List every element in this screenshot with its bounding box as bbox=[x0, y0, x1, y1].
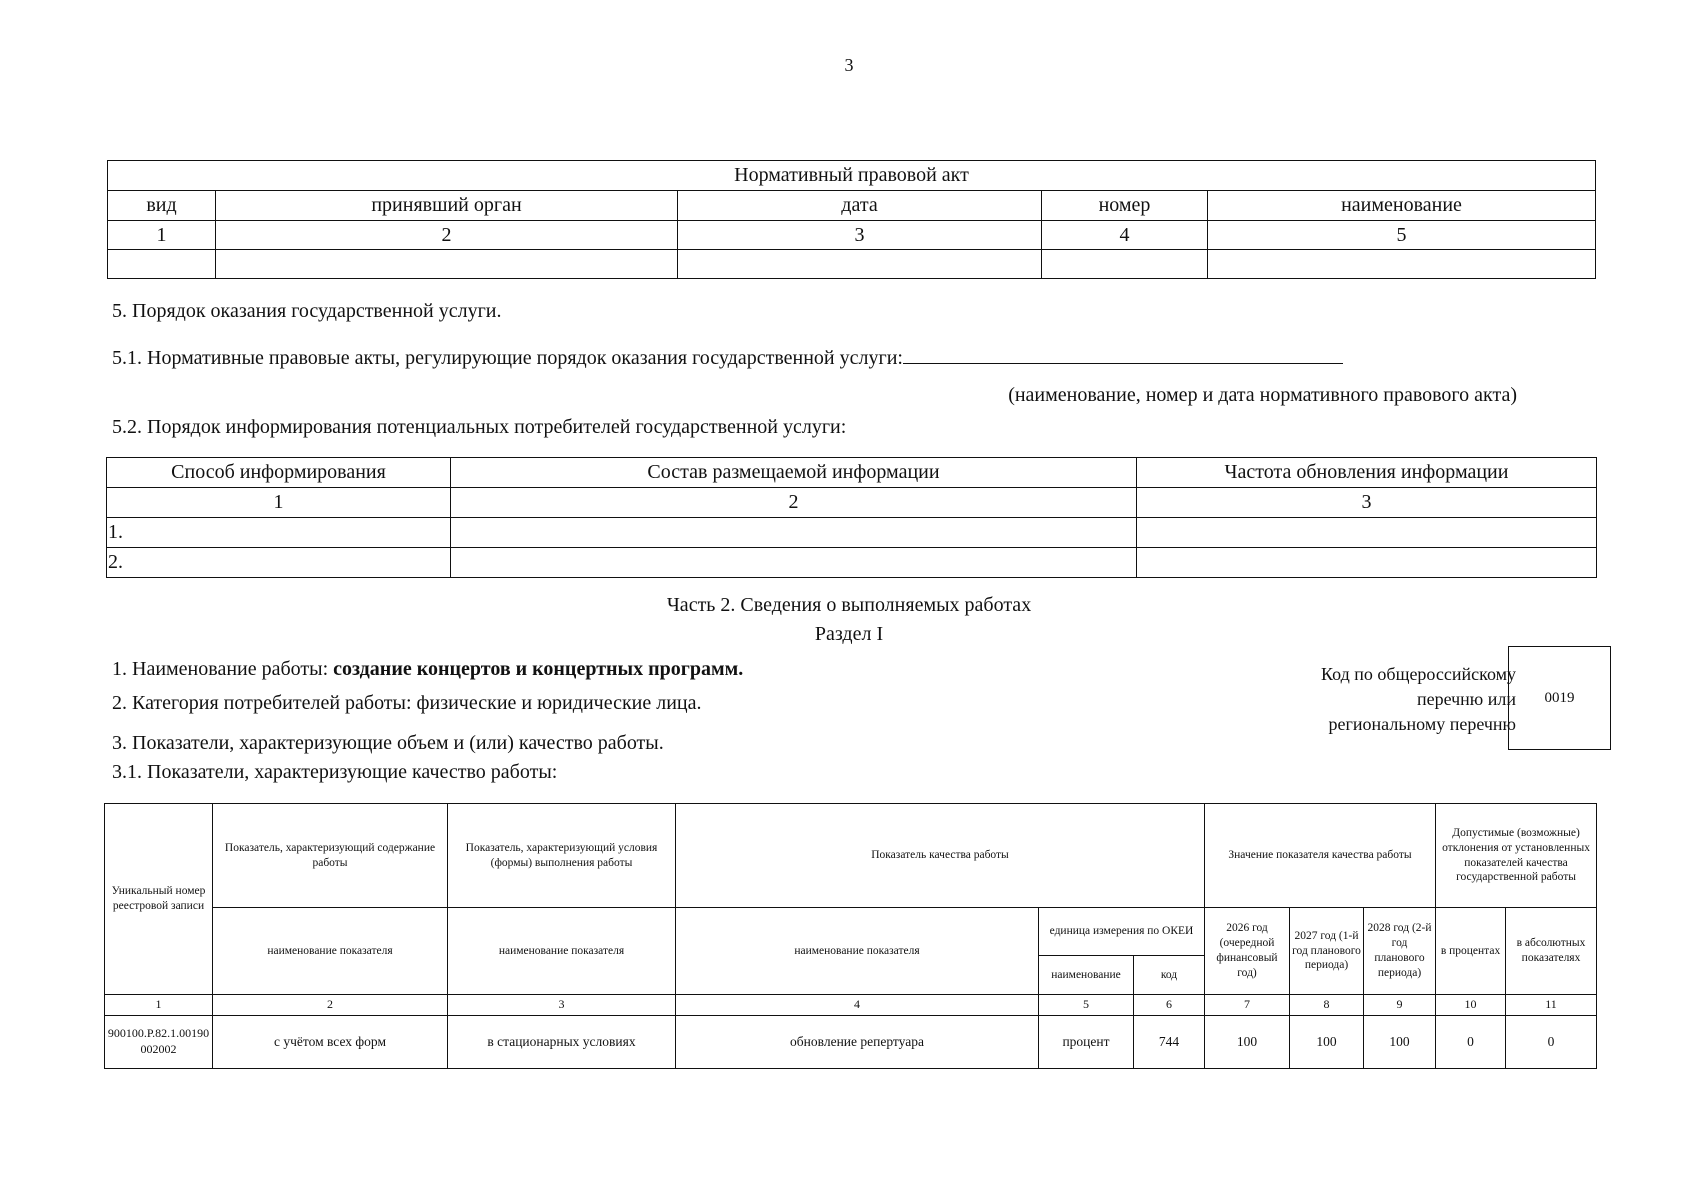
empty-cell bbox=[451, 518, 1137, 548]
code-box: 0019 bbox=[1508, 646, 1611, 750]
col-number: 7 bbox=[1205, 995, 1290, 1016]
unit-code-value: 744 bbox=[1134, 1016, 1205, 1069]
section5-2-text: 5.2. Порядок информирования потенциальных потребителей государственной услуги: bbox=[112, 416, 847, 438]
header-indicator-name: наименование показателя bbox=[213, 908, 448, 995]
empty-cell bbox=[216, 250, 678, 279]
col-number: 2 bbox=[213, 995, 448, 1016]
header-deviation-percent: в процентах bbox=[1436, 908, 1506, 995]
registry-number: 900100.Р.82.1.00190002002 bbox=[105, 1016, 213, 1069]
part2-item3-1: 3.1. Показатели, характеризующие качество работы: bbox=[112, 761, 558, 783]
code-label-line: Код по общероссийскому bbox=[1321, 664, 1516, 684]
empty-cell bbox=[108, 250, 216, 279]
header-conditions-indicator: Показатель, характеризующий условия (формы) выполнения работы bbox=[448, 804, 676, 908]
col-number: 3 bbox=[1137, 488, 1597, 518]
col-number: 8 bbox=[1290, 995, 1364, 1016]
part2-section: Раздел I bbox=[814, 623, 884, 645]
header-method: Способ информирования bbox=[107, 458, 451, 488]
section5-1-text: 5.1. Нормативные правовые акты, регулирующие порядок оказания государственной услуги: bbox=[112, 347, 903, 369]
col-number: 3 bbox=[448, 995, 676, 1016]
page-number: 3 bbox=[844, 55, 854, 75]
col-number: 5 bbox=[1208, 221, 1596, 250]
header-quality-indicator: Показатель качества работы bbox=[676, 804, 1205, 908]
part2-item3: 3. Показатели, характеризующие объем и (или) качество работы. bbox=[112, 732, 664, 754]
col-number: 6 bbox=[1134, 995, 1205, 1016]
col-number: 4 bbox=[1042, 221, 1208, 250]
header-deviation-absolute: в абсолютных показателях bbox=[1506, 908, 1597, 995]
code-label bbox=[1280, 662, 1516, 737]
unit-name-value: процент bbox=[1039, 1016, 1134, 1069]
value-2028: 100 bbox=[1364, 1016, 1436, 1069]
row-label: 1. bbox=[107, 518, 451, 548]
header-year-2028: 2028 год (2-й год планового периода) bbox=[1364, 908, 1436, 995]
header-issuing-body: принявший орган bbox=[216, 191, 678, 221]
content-value: с учётом всех форм bbox=[213, 1016, 448, 1069]
col-number: 1 bbox=[108, 221, 216, 250]
col-number: 1 bbox=[107, 488, 451, 518]
empty-cell bbox=[1137, 548, 1597, 578]
header-content: Состав размещаемой информации bbox=[451, 458, 1137, 488]
header-name: наименование bbox=[1208, 191, 1596, 221]
header-unique-number: Уникальный номер реестровой записи bbox=[105, 804, 213, 995]
part2-item1 bbox=[112, 658, 743, 681]
header-date: дата bbox=[678, 191, 1042, 221]
header-unit-code: код bbox=[1134, 956, 1205, 995]
empty-cell bbox=[1042, 250, 1208, 279]
header-unit: единица измерения по ОКЕИ bbox=[1039, 908, 1205, 956]
empty-cell bbox=[1208, 250, 1596, 279]
row-label: 2. bbox=[107, 548, 451, 578]
section5-1-underline bbox=[903, 345, 1343, 364]
col-number: 9 bbox=[1364, 995, 1436, 1016]
empty-cell bbox=[1137, 518, 1597, 548]
col-number: 11 bbox=[1506, 995, 1597, 1016]
header-unit-name: наименование bbox=[1039, 956, 1134, 995]
item1-label: 1. Наименование работы: bbox=[112, 658, 334, 680]
col-number: 4 bbox=[676, 995, 1039, 1016]
col-number: 3 bbox=[678, 221, 1042, 250]
indicator-value: обновление репертуара bbox=[676, 1016, 1039, 1069]
conditions-value: в стационарных условиях bbox=[448, 1016, 676, 1069]
col-number: 2 bbox=[216, 221, 678, 250]
empty-cell bbox=[678, 250, 1042, 279]
value-2026: 100 bbox=[1205, 1016, 1290, 1069]
header-indicator-value: Значение показателя качества работы bbox=[1205, 804, 1436, 908]
info-table bbox=[106, 457, 1597, 578]
col-number: 1 bbox=[105, 995, 213, 1016]
quality-table bbox=[104, 803, 1597, 1069]
item1-value: создание концертов и концертных программ. bbox=[333, 658, 744, 680]
part2-title: Часть 2. Сведения о выполняемых работах bbox=[666, 594, 1032, 616]
header-indicator-name: наименование показателя bbox=[676, 908, 1039, 995]
col-number: 2 bbox=[451, 488, 1137, 518]
header-indicator-name: наименование показателя bbox=[448, 908, 676, 995]
header-type: вид bbox=[108, 191, 216, 221]
empty-cell bbox=[451, 548, 1137, 578]
header-year-2026: 2026 год (очередной финансовый год) bbox=[1205, 908, 1290, 995]
legal-act-title: Нормативный правовой акт bbox=[108, 161, 1596, 191]
header-number: номер bbox=[1042, 191, 1208, 221]
deviation-absolute-value: 0 bbox=[1506, 1016, 1597, 1069]
header-year-2027: 2027 год (1-й год планового периода) bbox=[1290, 908, 1364, 995]
code-label-line: перечню или bbox=[1416, 689, 1516, 709]
section5-1-line bbox=[112, 345, 1343, 370]
col-number: 10 bbox=[1436, 995, 1506, 1016]
deviation-percent-value: 0 bbox=[1436, 1016, 1506, 1069]
code-label-line: региональному перечню bbox=[1328, 714, 1516, 734]
header-deviation: Допустимые (возможные) отклонения от установленных показателей качества государственной работы bbox=[1436, 804, 1597, 908]
header-content-indicator: Показатель, характеризующий содержание работы bbox=[213, 804, 448, 908]
section5-heading: 5. Порядок оказания государственной услуги. bbox=[112, 300, 502, 322]
col-number: 5 bbox=[1039, 995, 1134, 1016]
section5-1-caption: (наименование, номер и дата нормативного правового акта) bbox=[1008, 384, 1517, 406]
header-frequency: Частота обновления информации bbox=[1137, 458, 1597, 488]
value-2027: 100 bbox=[1290, 1016, 1364, 1069]
legal-act-table bbox=[107, 160, 1596, 279]
part2-item2: 2. Категория потребителей работы: физические и юридические лица. bbox=[112, 692, 702, 714]
